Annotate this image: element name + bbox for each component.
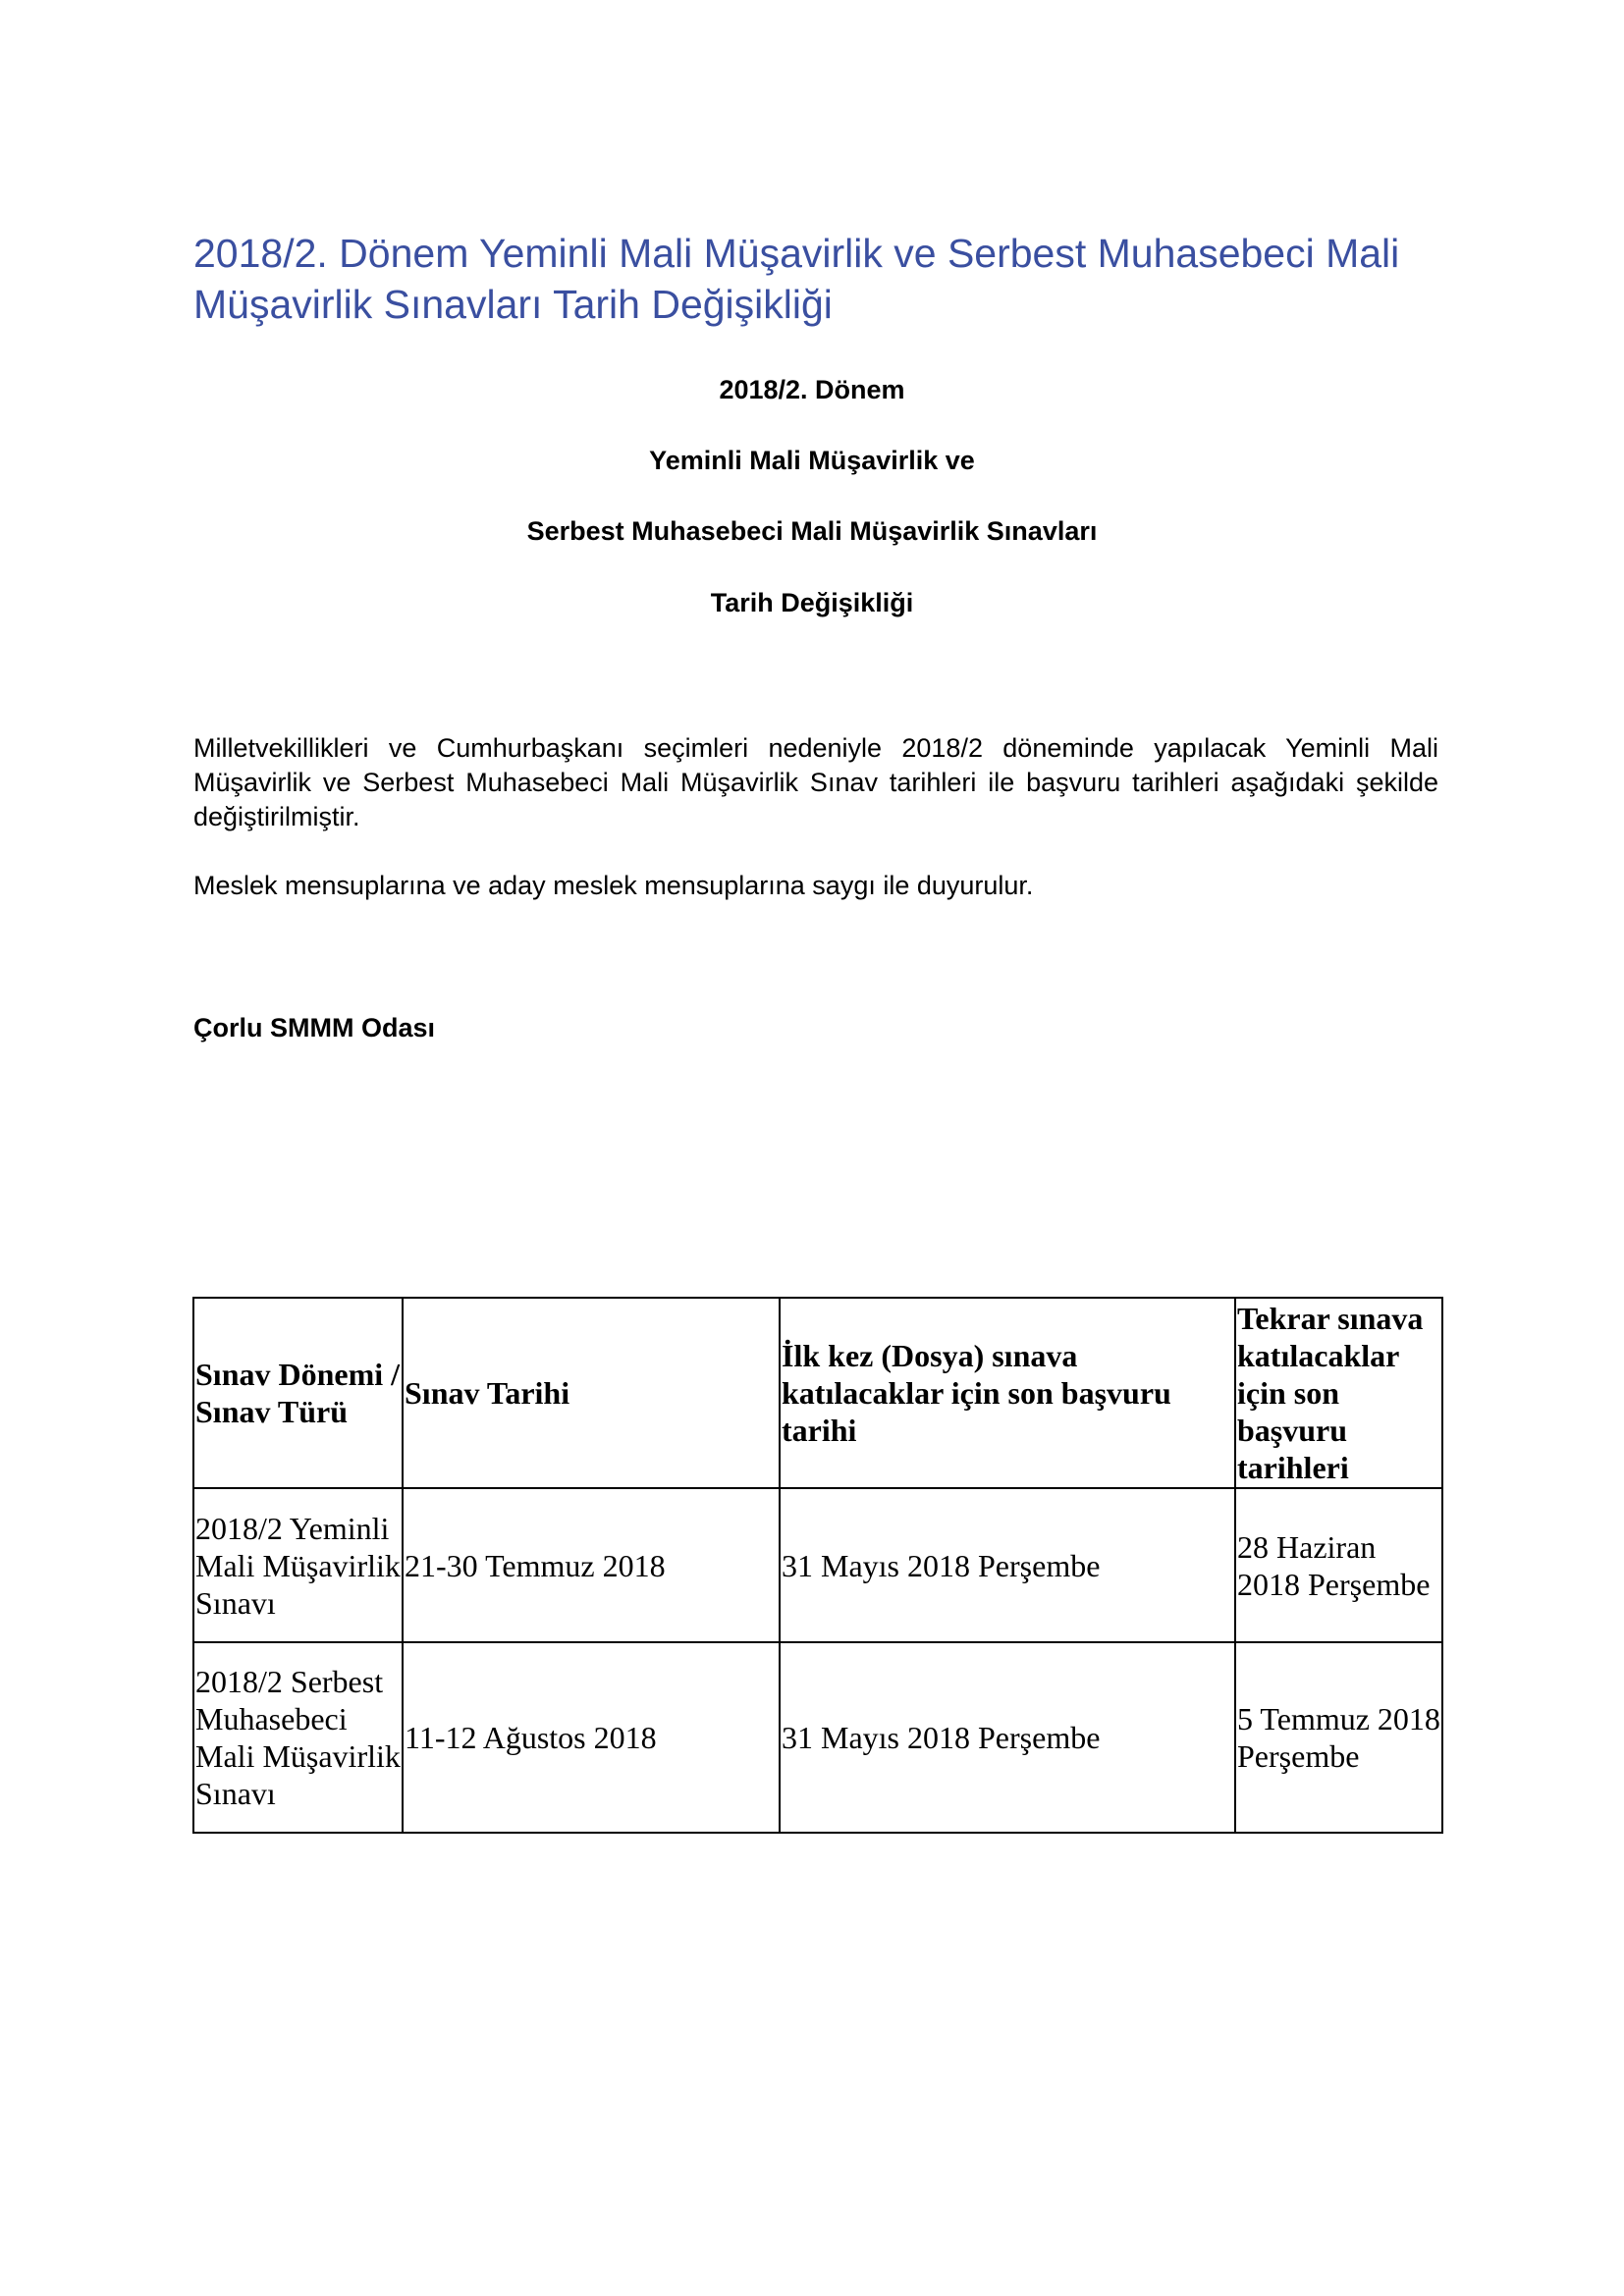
heading-smmm: Serbest Muhasebeci Mali Müşavirlik Sınavları — [526, 516, 1098, 546]
column-header-repeat-application-deadline: Tekrar sınava katılacaklar için son başvuru tarihleri — [1235, 1298, 1442, 1488]
announcement-paragraph: Milletvekillikleri ve Cumhurbaşkanı seçimleri nedeniyle 2018/2 döneminde yapılacak Yeminli Mali Müşavirlik ve Serbest Muhasebeci Mali Müşavirlik Sınav tarihleri ile başvuru tarihleri aşağıdaki şekilde değiştirilmiştir. — [193, 733, 1438, 831]
table-row — [193, 1642, 1442, 1833]
column-header-exam-type: Sınav Dönemi / Sınav Türü — [193, 1298, 403, 1488]
table-header-row — [193, 1298, 1442, 1488]
table-cell: 5 Temmuz 2018 Perşembe — [1235, 1642, 1442, 1833]
table-cell: 28 Haziran 2018 Perşembe — [1235, 1488, 1442, 1642]
table-cell: 2018/2 Serbest Muhasebeci Mali Müşavirlik Sınavı — [193, 1642, 403, 1833]
page-title: 2018/2. Dönem Yeminli Mali Müşavirlik ve Serbest Muhasebeci Mali Müşavirlik Sınavları Tarih Değişikliği — [193, 231, 1400, 327]
heading-period: 2018/2. Dönem — [719, 375, 905, 404]
table-cell: 2018/2 Yeminli Mali Müşavirlik Sınavı — [193, 1488, 403, 1642]
table-cell: 21-30 Temmuz 2018 — [403, 1488, 780, 1642]
greeting-paragraph: Meslek mensuplarına ve aday meslek mensuplarına saygı ile duyurulur. — [193, 871, 1034, 900]
column-header-first-application-deadline: İlk kez (Dosya) sınava katılacaklar için son başvuru tarihi — [780, 1298, 1235, 1488]
heading-ymm: Yeminli Mali Müşavirlik ve — [649, 446, 975, 475]
table-cell: 31 Mayıs 2018 Perşembe — [780, 1488, 1235, 1642]
table-cell: 31 Mayıs 2018 Perşembe — [780, 1642, 1235, 1833]
heading-date-change: Tarih Değişikliği — [710, 588, 914, 617]
table-row — [193, 1488, 1442, 1642]
signature-organization: Çorlu SMMM Odası — [193, 1013, 436, 1042]
exam-dates-table — [192, 1297, 1443, 1834]
table-cell: 11-12 Ağustos 2018 — [403, 1642, 780, 1833]
column-header-exam-date: Sınav Tarihi — [403, 1298, 780, 1488]
